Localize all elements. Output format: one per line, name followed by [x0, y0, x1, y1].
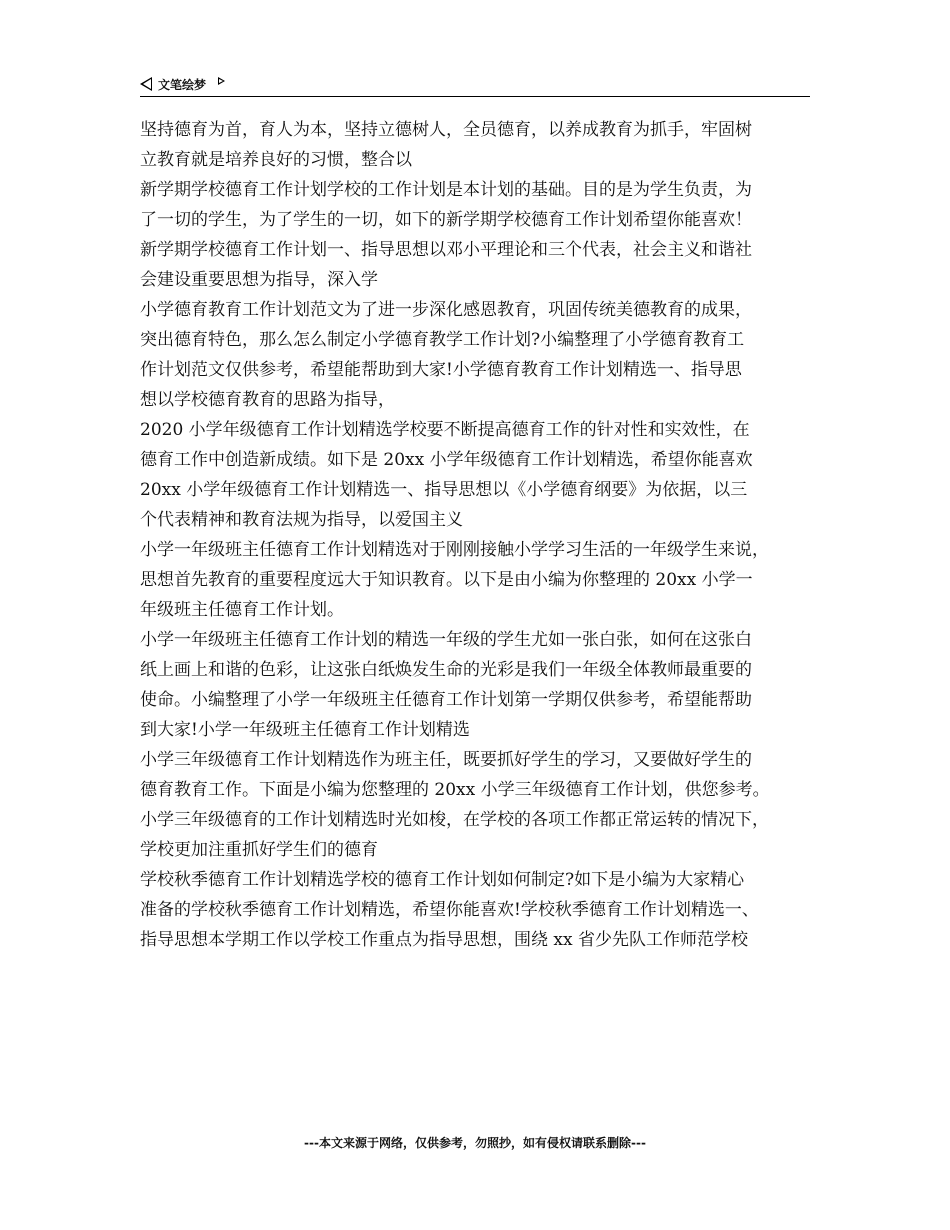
text-line: 年级班主任德育工作计划。 — [140, 600, 344, 620]
header-title: 文笔绘梦 — [158, 77, 207, 92]
text-line: 2020 小学年级德育工作计划精选学校要不断提高德育工作的针对性和实效性，在 — [140, 420, 750, 440]
text-line: 坚持德育为首，育人为本，坚持立德树人，全员德育，以养成教育为抓手，牢固树 — [140, 120, 752, 140]
text-line: 个代表精神和教育法规为指导，以爱国主义 — [140, 510, 463, 530]
text-line: 小学三年级德育工作计划精选作为班主任，既要抓好学生的学习，又要做好学生的 — [140, 750, 752, 770]
text-line: 德育工作中创造新成绩。如下是 20xx 小学年级德育工作计划精选，希望你能喜欢 — [140, 450, 753, 470]
text-line: 学校更加注重抓好学生们的德育 — [140, 840, 378, 860]
text-line: 作计划范文仅供参考，希望能帮助到大家!小学德育教育工作计划精选一、指导思 — [140, 360, 742, 380]
text-line: 立教育就是培养良好的习惯，整合以 — [140, 150, 412, 170]
body-text — [140, 115, 820, 955]
text-line: 思想首先教育的重要程度远大于知识教育。以下是由小编为你整理的 20xx 小学一 — [140, 570, 753, 590]
page-header — [140, 72, 810, 97]
text-line: 会建设重要思想为指导，深入学 — [140, 270, 378, 290]
text-line: 突出德育特色，那么怎么制定小学德育教学工作计划?小编整理了小学德育教育工 — [140, 330, 745, 350]
text-line: 小学三年级德育的工作计划精选时光如梭，在学校的各项工作都正常运转的情况下， — [140, 810, 769, 830]
text-line: 想以学校德育教育的思路为指导， — [140, 390, 395, 410]
text-line: 小学一年级班主任德育工作计划精选对于刚刚接触小学学习生活的一年级学生来说， — [140, 540, 769, 560]
text-line: 20xx 小学年级德育工作计划精选一、指导思想以《小学德育纲要》为依据，以三 — [140, 480, 748, 500]
text-line: 新学期学校德育工作计划一、指导思想以邓小平理论和三个代表，社会主义和谐社 — [140, 240, 752, 260]
text-line: 准备的学校秋季德育工作计划精选，希望你能喜欢!学校秋季德育工作计划精选一、 — [140, 900, 759, 920]
text-line: 使命。小编整理了小学一年级班主任德育工作计划第一学期仅供参考，希望能帮助 — [140, 690, 752, 710]
text-line: 小学一年级班主任德育工作计划的精选一年级的学生尤如一张白张，如何在这张白 — [140, 630, 752, 650]
text-line: 到大家!小学一年级班主任德育工作计划精选 — [140, 720, 470, 740]
text-line: 德育教育工作。下面是小编为您整理的 20xx 小学三年级德育工作计划，供您参考。 — [140, 780, 770, 800]
text-line: 小学德育教育工作计划范文为了进一步深化感恩教育，巩固传统美德教育的成果， — [140, 300, 752, 320]
text-line: 新学期学校德育工作计划学校的工作计划是本计划的基础。目的是为学生负责，为 — [140, 180, 752, 200]
text-line: 纸上画上和谐的色彩，让这张白纸焕发生命的光彩是我们一年级全体教师最重要的 — [140, 660, 752, 680]
text-line: 学校秋季德育工作计划精选学校的德育工作计划如何制定?如下是小编为大家精心 — [140, 870, 745, 890]
text-line: 了一切的学生，为了学生的一切，如下的新学期学校德育工作计划希望你能喜欢！ — [140, 210, 752, 230]
triangle-right-icon — [218, 77, 225, 85]
text-line: 指导思想本学期工作以学校工作重点为指导思想，围绕 xx 省少先队工作师范学校 — [140, 930, 748, 950]
triangle-left-icon — [140, 77, 152, 91]
footer-notice: ---本文来源于网络，仅供参考，勿照抄，如有侵权请联系删除--- — [304, 1136, 646, 1150]
